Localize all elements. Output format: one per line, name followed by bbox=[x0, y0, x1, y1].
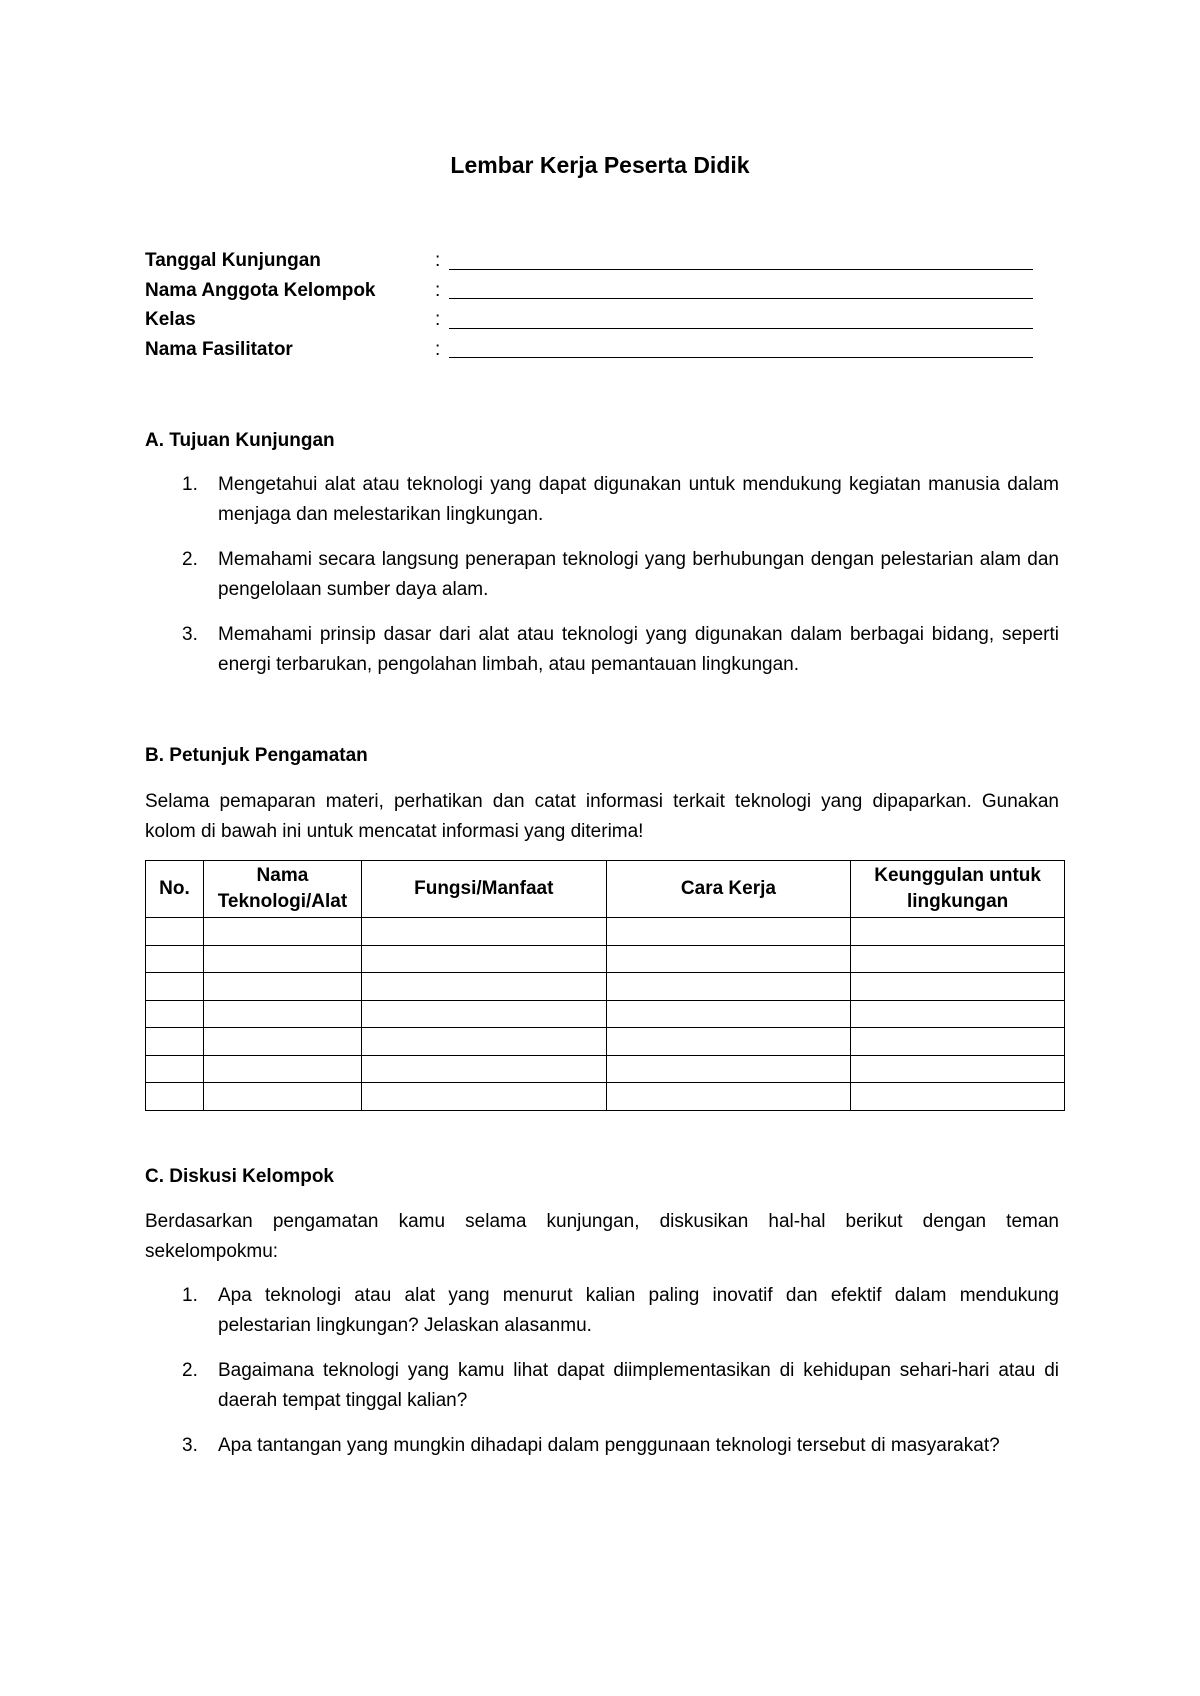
table-cell[interactable] bbox=[606, 1083, 851, 1111]
column-header-keunggulan: Keunggulan untuk lingkungan bbox=[851, 861, 1065, 918]
table-cell[interactable] bbox=[361, 973, 606, 1001]
table-row bbox=[146, 945, 1065, 973]
field-label: Nama Fasilitator bbox=[145, 338, 293, 360]
column-header-fungsi: Fungsi/Manfaat bbox=[361, 861, 606, 918]
section-a-heading: A. Tujuan Kunjungan bbox=[145, 430, 335, 451]
table-cell[interactable] bbox=[203, 1000, 361, 1028]
table-cell[interactable] bbox=[361, 918, 606, 946]
observation-table bbox=[145, 860, 1065, 1111]
field-label: Tanggal Kunjungan bbox=[145, 250, 321, 271]
section-c-heading: C. Diskusi Kelompok bbox=[145, 1166, 334, 1187]
list-text: Bagaimana teknologi yang kamu lihat dapat diimplementasikan di kehidupan sehari-hari atau di daerah tempat tinggal kalian? bbox=[218, 1360, 1059, 1411]
table-cell[interactable] bbox=[606, 1055, 851, 1083]
list-number: 2. bbox=[182, 549, 198, 570]
table-cell[interactable] bbox=[361, 1000, 606, 1028]
table-cell[interactable] bbox=[606, 1028, 851, 1056]
table-cell[interactable] bbox=[361, 1028, 606, 1056]
table-cell[interactable] bbox=[146, 945, 204, 973]
column-header-nama-teknologi: Nama Teknologi/Alat bbox=[203, 861, 361, 918]
fill-in-line[interactable] bbox=[449, 250, 1033, 270]
table-cell[interactable] bbox=[851, 1083, 1065, 1111]
field-label: Nama Anggota Kelompok bbox=[145, 279, 376, 301]
table-cell[interactable] bbox=[146, 1083, 204, 1111]
table-cell[interactable] bbox=[203, 1083, 361, 1111]
identity-fields bbox=[145, 246, 1033, 364]
list-text: Apa teknologi atau alat yang menurut kalian paling inovatif dan efektif dalam mendukung pelestarian lingkungan? Jelaskan alasanmu. bbox=[218, 1285, 1059, 1336]
table-cell[interactable] bbox=[606, 1000, 851, 1028]
table-cell[interactable] bbox=[203, 945, 361, 973]
table-cell[interactable] bbox=[851, 945, 1065, 973]
column-header-cara-kerja: Cara Kerja bbox=[606, 861, 851, 918]
list-item bbox=[145, 545, 1059, 605]
list-text: Memahami prinsip dasar dari alat atau teknologi yang digunakan dalam berbagai bidang, seperti energi terbarukan, pengolahan limbah, atau pemantauan lingkungan. bbox=[218, 624, 1059, 675]
table-cell[interactable] bbox=[146, 1028, 204, 1056]
list-item bbox=[145, 1356, 1059, 1416]
table-cell[interactable] bbox=[851, 918, 1065, 946]
list-number: 1. bbox=[182, 1285, 198, 1306]
table-cell[interactable] bbox=[146, 1055, 204, 1083]
list-text: Memahami secara langsung penerapan teknologi yang berhubungan dengan pelestarian alam dan pengelolaan sumber daya alam. bbox=[218, 549, 1059, 600]
table-cell[interactable] bbox=[361, 1083, 606, 1111]
table-cell[interactable] bbox=[851, 973, 1065, 1001]
table-row bbox=[146, 918, 1065, 946]
list-number: 1. bbox=[182, 474, 198, 495]
section-a-list bbox=[145, 470, 1059, 695]
column-header-no: No. bbox=[146, 861, 204, 918]
table-cell[interactable] bbox=[851, 1055, 1065, 1083]
list-item bbox=[145, 1431, 1059, 1461]
section-b-paragraph: Selama pemaparan materi, perhatikan dan catat informasi terkait teknologi yang dipaparkan. Gunakan kolom di bawah ini untuk mencatat informasi yang diterima! bbox=[145, 791, 1059, 842]
table-cell[interactable] bbox=[203, 1028, 361, 1056]
table-cell[interactable] bbox=[851, 1000, 1065, 1028]
field-nama-anggota-kelompok bbox=[145, 276, 1033, 306]
section-c-paragraph: Berdasarkan pengamatan kamu selama kunjungan, diskusikan hal-hal berikut dengan teman sekelompokmu: bbox=[145, 1211, 1059, 1262]
table-row bbox=[146, 1083, 1065, 1111]
table-cell[interactable] bbox=[203, 918, 361, 946]
field-nama-fasilitator bbox=[145, 335, 1033, 365]
fill-in-line[interactable] bbox=[449, 309, 1033, 329]
table-cell[interactable] bbox=[146, 973, 204, 1001]
table-cell[interactable] bbox=[146, 918, 204, 946]
table-body bbox=[146, 918, 1065, 1111]
section-c-list bbox=[145, 1281, 1059, 1476]
list-number: 3. bbox=[182, 1435, 198, 1456]
list-item bbox=[145, 470, 1059, 530]
list-text: Mengetahui alat atau teknologi yang dapat digunakan untuk mendukung kegiatan manusia dalam menjaga dan melestarikan lingkungan. bbox=[218, 474, 1059, 525]
table-row bbox=[146, 973, 1065, 1001]
list-number: 2. bbox=[182, 1360, 198, 1381]
table-row bbox=[146, 1055, 1065, 1083]
list-number: 3. bbox=[182, 624, 198, 645]
field-kelas bbox=[145, 305, 1033, 335]
table-row bbox=[146, 1028, 1065, 1056]
table-header-row bbox=[146, 861, 1065, 918]
field-separator: : bbox=[435, 309, 441, 330]
section-b-heading: B. Petunjuk Pengamatan bbox=[145, 745, 368, 766]
table-cell[interactable] bbox=[851, 1028, 1065, 1056]
table-cell[interactable] bbox=[606, 973, 851, 1001]
field-tanggal-kunjungan bbox=[145, 246, 1033, 276]
field-separator: : bbox=[435, 250, 441, 271]
field-separator: : bbox=[435, 338, 441, 360]
fill-in-line[interactable] bbox=[449, 279, 1033, 299]
field-separator: : bbox=[435, 279, 441, 301]
list-item bbox=[145, 620, 1059, 680]
table-cell[interactable] bbox=[606, 918, 851, 946]
table-cell[interactable] bbox=[361, 1055, 606, 1083]
table-cell[interactable] bbox=[146, 1000, 204, 1028]
list-item bbox=[145, 1281, 1059, 1341]
field-label: Kelas bbox=[145, 309, 196, 330]
table-cell[interactable] bbox=[203, 973, 361, 1001]
table-row bbox=[146, 1000, 1065, 1028]
table-cell[interactable] bbox=[361, 945, 606, 973]
fill-in-line[interactable] bbox=[449, 338, 1033, 358]
table-cell[interactable] bbox=[606, 945, 851, 973]
page-title: Lembar Kerja Peserta Didik bbox=[450, 152, 750, 178]
table-cell[interactable] bbox=[203, 1055, 361, 1083]
list-text: Apa tantangan yang mungkin dihadapi dalam penggunaan teknologi tersebut di masyarakat? bbox=[218, 1435, 1000, 1456]
